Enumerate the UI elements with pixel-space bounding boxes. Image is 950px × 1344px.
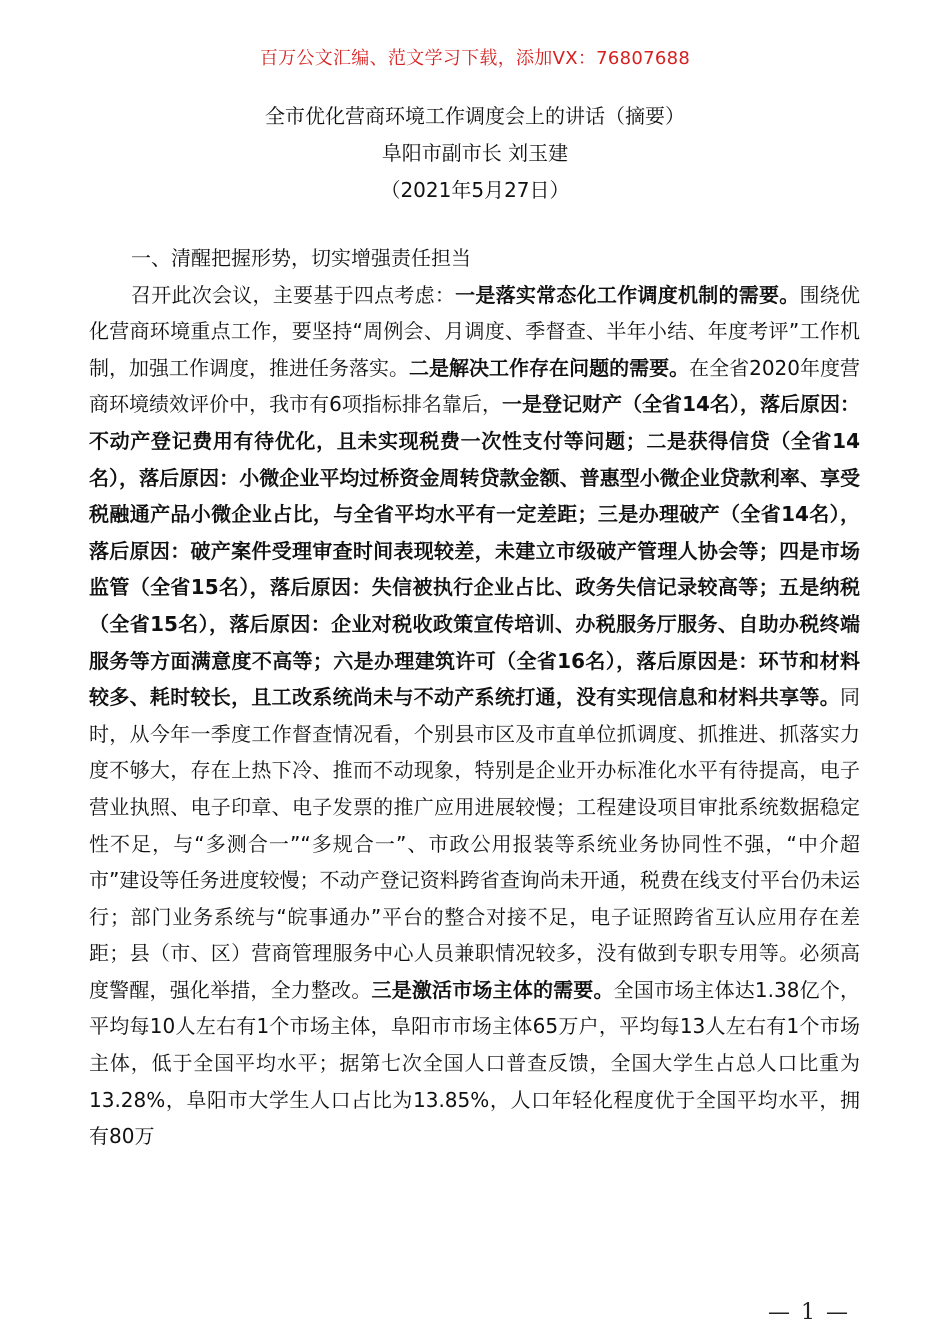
page-number: — 1 — bbox=[768, 1300, 850, 1325]
paragraph-run-bold: 一是登记财产（全省14名），落后原因：不动产登记费用有待优化，且未实现税费一次性支付等问题；二是获得信贷（全省14名），落后原因：小微企业平均过桥资金周转贷款金额、普惠型小微企业贷款利率、享受税融通产品小微企业占比，与全省平均水平有一定差距；三是办理破产（全省14名），落后原因：破产案件受理审查时间表现较差，未建立市级破产管理人协会等；四是市场监管（全省15名），落后原因：失信被执行企业占比、政务失信记录较高等；五是纳税（全省15名），落后原因：企业对税收政策宣传培训、办税服务厅服务、自助办税终端服务等方面满意度不高等；六是办理建筑许可（全省16名），落后原因是：环节和材料较多、耗时较长，且工改系统尚未与不动产系统打通，没有实现信息和材料共享等。 bbox=[89, 392, 860, 710]
paragraph-run: 在全省2020年度营商环境绩效评价中，我市有6项指标排名靠后， bbox=[89, 355, 861, 417]
document-body bbox=[89, 240, 860, 1155]
paragraph-run: 全国市场主体达1.38亿个，平均每10人左右有1个市场主体，阜阳市市场主体65万户，平均每13人左右有1个市场主体，低于全国平均水平；据第七次全国人口普查反馈，全国大学生占总人口比重为13.28%，阜阳市大学生人口占比为13.85%，人口年轻化程度优于全国平均水平，拥有80万 bbox=[89, 977, 860, 1149]
section-heading: 一、清醒把握形势，切实增强责任担当 bbox=[131, 246, 471, 270]
paragraph-run-bold: 二是解决工作存在问题的需要。 bbox=[409, 355, 690, 380]
body-paragraph bbox=[89, 277, 860, 1155]
speaker-line: 阜阳市副市长 刘玉建 bbox=[381, 141, 569, 165]
paragraph-run: 同时，从今年一季度工作督查情况看，个别县市区及市直单位抓调度、抓推进、抓落实力度不够大，存在上热下冷、推而不动现象，特别是企业开办标准化水平有待提高，电子营业执照、电子印章、电子发票的推广应用进展较慢；工程建设项目审批系统数据稳定性不足，与“多测合一”“多规合一”、市政公用报装等系统业务协同性不强，“中介超市”建设等任务进度较慢；不动产登记资料跨省查询尚未开通，税费在线支付平台仍未运行；部门业务系统与“皖事通办”平台的整合对接不足，电子证照跨省互认应用存在差距；县（市、区）营商管理服务中心人员兼职情况较多，没有做到专职专用等。必须高度警醒，强化举措，全力整改。 bbox=[89, 685, 860, 1002]
header-watermark: 百万公文汇编、范文学习下载，添加VX：76807688 bbox=[259, 48, 691, 69]
paragraph-run: 围绕优化营商环境重点工作，要坚持“周例会、月调度、季督查、半年小结、年度考评”工作机制，加强工作调度，推进任务落实。 bbox=[89, 282, 861, 380]
paragraph-run: 召开此次会议，主要基于四点考虑： bbox=[131, 282, 456, 307]
date-line: （2021年5月27日） bbox=[380, 178, 570, 202]
title-block bbox=[0, 98, 950, 209]
document-title: 全市优化营商环境工作调度会上的讲话（摘要） bbox=[265, 104, 685, 128]
paragraph-run-bold: 三是激活市场主体的需要。 bbox=[371, 977, 614, 1002]
paragraph-run-bold: 一是落实常态化工作调度机制的需要。 bbox=[455, 282, 800, 307]
